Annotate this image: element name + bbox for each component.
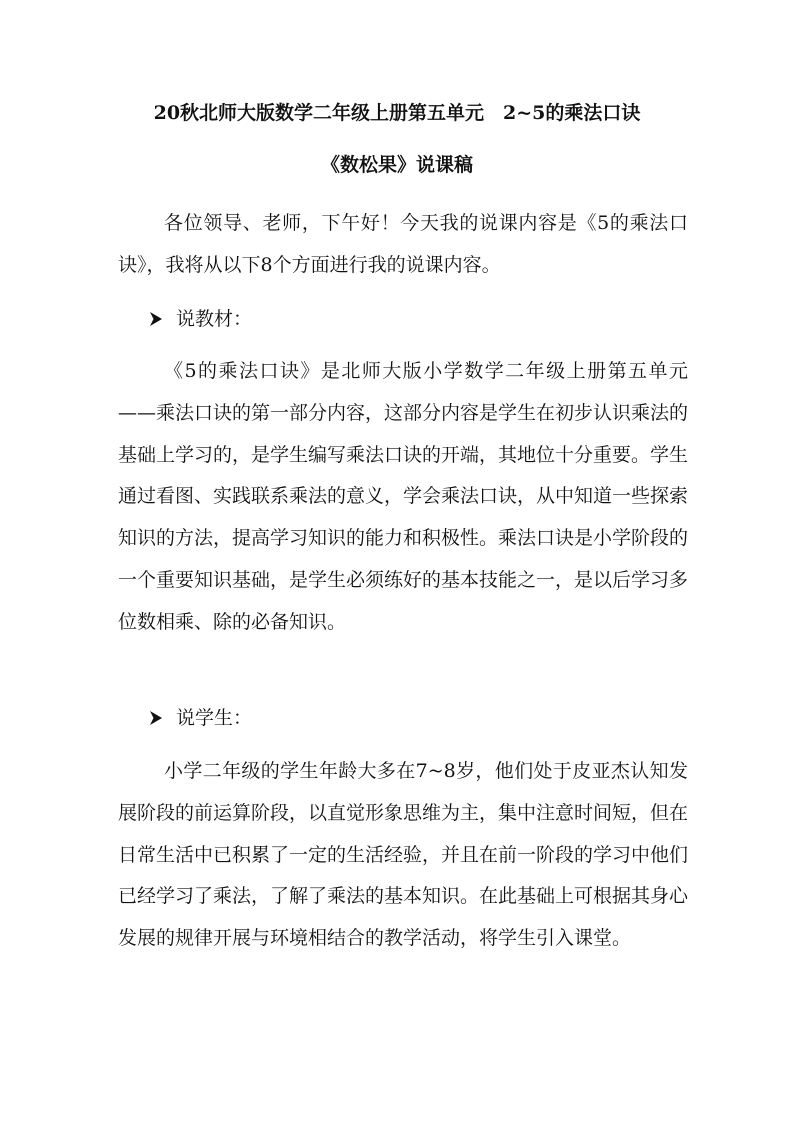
arrowhead-bullet-icon xyxy=(150,711,162,725)
students-paragraph: 小学二年级的学生年龄大多在7~8岁，他们处于皮亚杰认知发展阶段的前运算阶段，以直觉形象思维为主，集中注意时间短，但在日常生活中已积累了一定的生活经验，并且在前一阶段的学习中他们已经学习了乘法，了解了乘法的基本知识。在此基础上可根据其身心发展的规律开展与环境相结合的教学活动，将学生引入课堂。 xyxy=(118,760,689,950)
section-heading-students-label: 说学生： xyxy=(176,707,253,729)
document-title-line-2: 《数松果》说课稿 xyxy=(320,154,473,176)
intro-paragraph: 各位领导、老师，下午好！今天我的说课内容是《5的乘法口诀》，我将从以下8个方面进行我的说课内容。 xyxy=(118,212,688,276)
material-paragraph: 《5的乘法口诀》是北师大版小学数学二年级上册第五单元——乘法口诀的第一部分内容，这部分内容是学生在初步认识乘法的基础上学习的，是学生编写乘法口诀的开端，其地位十分重要。学生通过看图、实践联系乘法的意义，学会乘法口诀，从中知道一些探索知识的方法，提高学习知识的能力和积极性。乘法口诀是小学阶段的一个重要知识基础，是学生必须练好的基本技能之一，是以后学习多位数相乘、除的必备知识。 xyxy=(118,360,689,633)
document-title-line-1: 20秋北师大版数学二年级上册第五单元 2~5的乘法口诀 xyxy=(153,102,641,124)
section-heading-students xyxy=(150,705,252,731)
section-heading-material-label: 说教材： xyxy=(176,308,253,330)
section-heading-material xyxy=(150,306,252,332)
arrowhead-bullet-icon xyxy=(150,312,162,326)
